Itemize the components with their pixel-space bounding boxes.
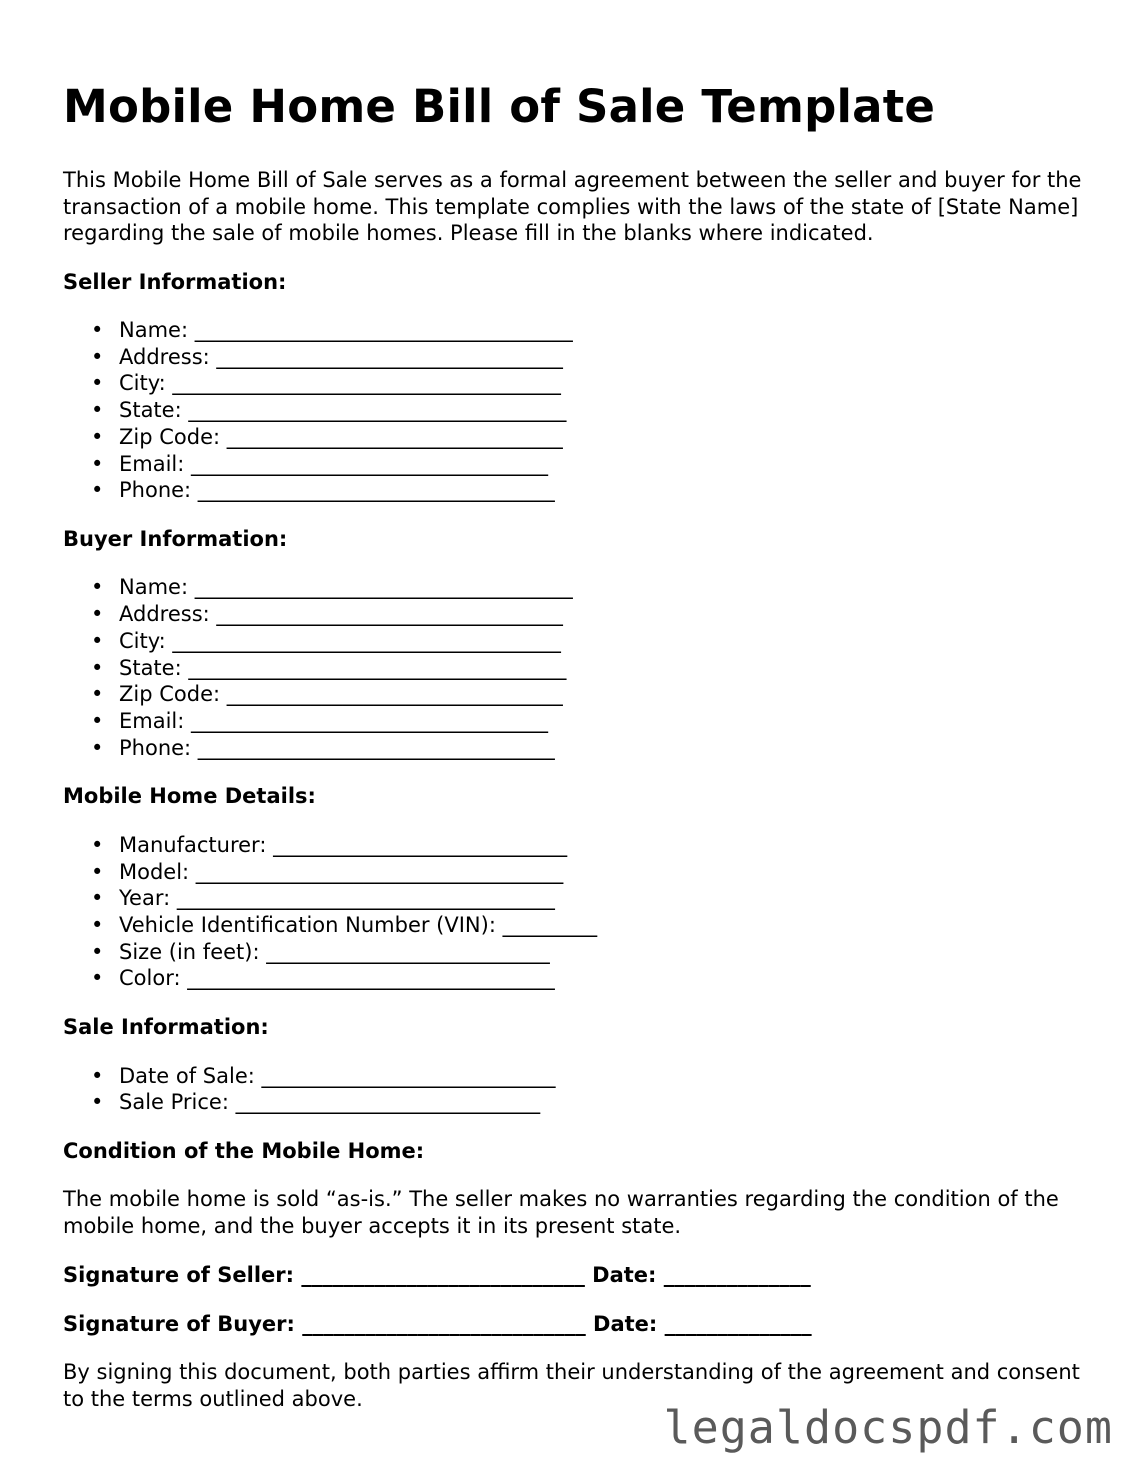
seller-email-field[interactable]: • Email: __________________________________	[63, 451, 1103, 478]
model-field[interactable]: • Model: ___________________________________	[63, 859, 1103, 886]
condition-paragraph: The mobile home is sold “as-is.” The seller makes no warranties regarding the condition of the mobile home, and the buyer accepts it in its present state.	[63, 1187, 1059, 1238]
buyer-address-field[interactable]: • Address: _________________________________	[63, 601, 1103, 628]
home-details-heading: Mobile Home Details:	[63, 784, 316, 809]
closing-paragraph: By signing this document, both parties affirm their understanding of the agreement and consent to the terms outlined above.	[63, 1360, 1080, 1411]
buyer-phone-field[interactable]: • Phone: __________________________________	[63, 735, 1103, 762]
vin-field[interactable]: • Vehicle Identification Number (VIN): _________	[63, 912, 1103, 939]
condition-heading: Condition of the Mobile Home:	[63, 1138, 425, 1163]
buyer-state-field[interactable]: • State: ____________________________________	[63, 655, 1103, 682]
seller-zip-field[interactable]: • Zip Code: ________________________________	[63, 424, 1103, 451]
seller-name-field[interactable]: • Name: ____________________________________	[63, 317, 1103, 344]
sale-info-heading: Sale Information:	[63, 1015, 269, 1040]
seller-address-field[interactable]: • Address: _________________________________	[63, 344, 1103, 371]
seller-phone-field[interactable]: • Phone: __________________________________	[63, 477, 1103, 504]
buyer-fields-list	[63, 574, 1103, 761]
watermark-logo: legaldocspdf.com	[663, 1401, 1113, 1454]
buyer-section-heading: Buyer Information:	[63, 526, 288, 551]
buyer-city-field[interactable]: • City: _____________________________________	[63, 628, 1103, 655]
home-details-list	[63, 832, 1103, 992]
seller-fields-list	[63, 317, 1103, 504]
sale-price-field[interactable]: • Sale Price: _____________________________	[63, 1089, 1103, 1116]
buyer-email-field[interactable]: • Email: __________________________________	[63, 708, 1103, 735]
year-field[interactable]: • Year: ____________________________________	[63, 885, 1103, 912]
size-field[interactable]: • Size (in feet): ___________________________	[63, 939, 1103, 966]
buyer-zip-field[interactable]: • Zip Code: ________________________________	[63, 681, 1103, 708]
document-page	[63, 78, 1103, 1412]
sale-info-list	[63, 1063, 1103, 1116]
color-field[interactable]: • Color: ___________________________________	[63, 965, 1103, 992]
seller-signature-line[interactable]: Signature of Seller: ___________________________ Date: ______________	[63, 1263, 811, 1288]
seller-city-field[interactable]: • City: _____________________________________	[63, 370, 1103, 397]
manufacturer-field[interactable]: • Manufacturer: ____________________________	[63, 832, 1103, 859]
seller-state-field[interactable]: • State: ____________________________________	[63, 397, 1103, 424]
buyer-name-field[interactable]: • Name: ____________________________________	[63, 574, 1103, 601]
page-title: Mobile Home Bill of Sale Template	[63, 80, 936, 133]
seller-section-heading: Seller Information:	[63, 269, 287, 294]
buyer-signature-line[interactable]: Signature of Buyer: ___________________________ Date: ______________	[63, 1311, 812, 1336]
intro-paragraph: This Mobile Home Bill of Sale serves as a formal agreement between the seller and buyer for the transaction of a mobile home. This template complies with the laws of the state of [State Name] regarding the sale of mobile homes. Please fill in the blanks where indicated.	[63, 168, 1082, 245]
date-of-sale-field[interactable]: • Date of Sale: ____________________________	[63, 1063, 1103, 1090]
